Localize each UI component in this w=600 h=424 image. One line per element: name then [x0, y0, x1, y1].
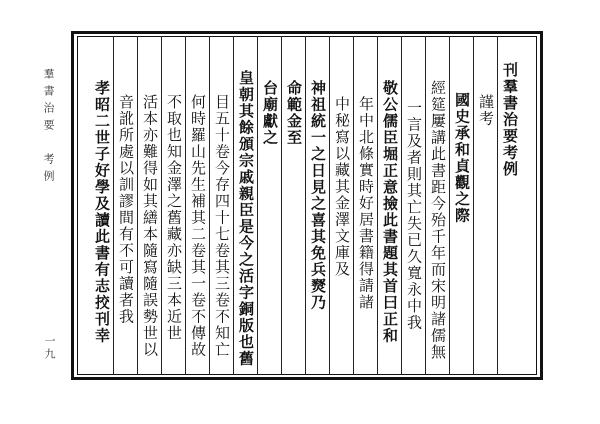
text-column: 經筵屢講此書距今殆千年而宋明諸儒無 — [429, 80, 447, 361]
section-title: 考例 — [42, 153, 55, 187]
text-column: 中秘寫以藏其金澤文庫及 — [333, 96, 351, 278]
column-rule — [449, 36, 450, 375]
column-rule — [113, 36, 114, 375]
margin-gap — [42, 136, 55, 153]
text-column: 謹考 — [477, 94, 495, 127]
text-column: 敬公儒臣堀正意撿此書題其首曰正和 — [381, 80, 399, 344]
column-rule — [401, 36, 402, 375]
column-rule — [305, 36, 306, 375]
text-column: 神祖統一之日見之喜其免兵燹乃 — [309, 80, 327, 311]
text-column: 皇朝其餘頒宗戚親臣是今之活字銅版也舊 — [237, 70, 255, 367]
column-rule — [425, 36, 426, 375]
text-column: 國史承和貞觀之際 — [453, 92, 471, 224]
column-rule — [209, 36, 210, 375]
text-column: 年中北條實時好居書籍得請諸 — [357, 96, 375, 311]
text-column: 活本亦難得如其繕本隨寫隨誤勢世以 — [141, 94, 159, 358]
column-rule — [497, 36, 498, 375]
column-rule — [233, 36, 234, 375]
column-rule — [257, 36, 258, 375]
column-rule — [377, 36, 378, 375]
column-rule — [161, 36, 162, 375]
text-column: 不取也知金澤之舊藏亦缺三本近世 — [165, 94, 183, 342]
column-rule — [137, 36, 138, 375]
text-column: 命範金至 — [285, 80, 303, 146]
margin-label — [40, 68, 56, 187]
column-rule — [353, 36, 354, 375]
column-rule — [185, 36, 186, 375]
column-rule — [329, 36, 330, 375]
text-column: 孝昭二世子好學及讀此書有志挍刊幸 — [93, 80, 111, 344]
page-number: 一九 — [43, 335, 56, 361]
column-rule — [473, 36, 474, 375]
book-title: 羣書治要 — [42, 68, 55, 136]
text-column: 音訛所處以訓謬間有不可讀者我 — [117, 94, 135, 325]
text-column: 台廟獻之 — [261, 80, 279, 146]
column-rule — [281, 36, 282, 375]
text-column: 何時羅山先生補其二卷其一卷不傳故 — [189, 94, 207, 358]
text-column: 目五十卷今存四十七卷其三卷不知亡 — [213, 94, 231, 358]
text-column: 一言及者則其亡失已久寬永中我 — [405, 100, 423, 331]
text-column: 刊羣書治要考例 — [501, 62, 519, 178]
